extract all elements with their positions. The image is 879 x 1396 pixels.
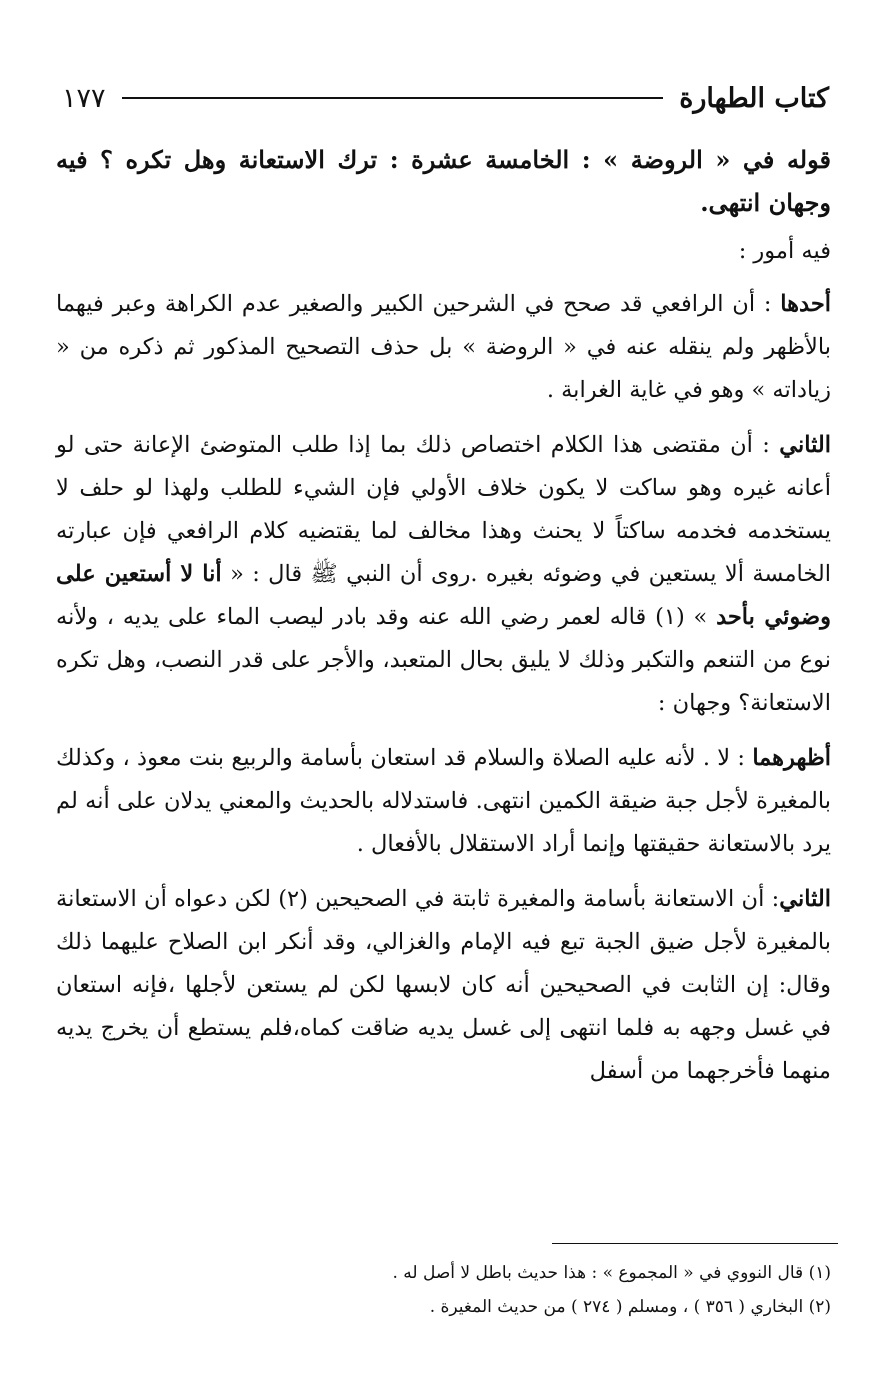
paragraph-third <box>56 737 831 866</box>
paragraph-first <box>56 283 831 412</box>
paragraph-third-text: : لا . لأنه عليه الصلاة والسلام قد استعان بأسامة والربيع بنت معوذ ، وكذلك بالمغيرة لأجل جبة ضيقة الكمين انتهى. فاستدلاله بالحديث والمعني يدلان على أنه لم يرد بالاستعانة حقيقتها وإنما أراد الاستقلال بالأفعال . <box>56 745 831 857</box>
paragraph-fourth-text: : أن الاستعانة بأسامة والمغيرة ثابتة في الصحيحين (٢) لكن دعواه أن الاستعانة بالمغيرة لأجل ضيق الجبة تبع فيه الإمام والغزالي، وقد أنكر ابن الصلاح عليهما ذلك وقال: إن الثابت في الصحيحين أنه كان لابسها لكن لم يستعن لأجلها ،فإنه استعان في غسل وجهه به فلما انتهى إلى غسل يديه ضاقت كماه،فلم يستطع أن يخرج يديه منهما فأخرجهما من أسفل <box>56 886 831 1084</box>
paragraph-second-label: الثاني <box>779 432 831 458</box>
header-rule <box>122 97 664 99</box>
page-number: ١٧٧ <box>62 82 106 114</box>
paragraph-fourth-label: الثاني <box>779 886 831 912</box>
footnote-1: (١) قال النووي في « المجموع » : هذا حديث باطل لا أصل له . <box>392 1263 831 1283</box>
paragraph-second-text-b: » (١) قاله لعمر رضي الله عنه وقد بادر ليصب الماء على يديه ، ولأنه نوع من التنعم والتكبر وذلك لا يليق بحال المتعبد، والأجر على قدر النصب، وهل تكره الاستعانة؟ وجهان : <box>56 604 831 716</box>
paragraph-fourth <box>56 878 831 1093</box>
paragraph-first-text: : أن الرافعي قد صحح في الشرحين الكبير والصغير عدم الكراهة وعبر فيهما بالأظهر ولم ينقله عنه في « الروضة » بل حذف التصحيح المذكور ثم ذكره من « زياداته » وهو في غاية الغرابة . <box>56 291 831 403</box>
page-header <box>62 76 829 120</box>
running-title: كتاب الطهارة <box>679 82 829 114</box>
footnote-2: (٢) البخاري ( ٣٥٦ ) ، ومسلم ( ٢٧٤ ) من حديث المغيرة . <box>429 1297 831 1317</box>
footnote-separator <box>552 1243 838 1244</box>
paragraph-second <box>56 424 831 725</box>
paragraph-second-text-a: : أن مقتضى هذا الكلام اختصاص ذلك بما إذا طلب المتوضئ الإعانة حتى لو أعانه غيره وهو ساكت لا يكون خلاف الأولي فإن الشيء للطلب ولهذا لو حلف لا يستخدمه فخدمه ساكتاً لا يحنث وهذا مخالف لما يقتضيه كلام الرافعي فإن عبارته الخامسة ألا يستعين في وضوئه بغيره .روى أن النبي ﷺ قال : « <box>56 432 831 587</box>
footnotes <box>56 1256 831 1324</box>
paragraph-third-label: أظهرهما <box>752 745 831 771</box>
lead-paragraph: قوله في « الروضة » : الخامسة عشرة : ترك الاستعانة وهل تكره ؟ فيه وجهان انتهى. <box>56 145 831 217</box>
paragraph-first-label: أحدها <box>780 291 831 317</box>
hadith-quote: أنا لا أستعين على وضوئي بأحد <box>56 561 831 630</box>
intro-line: فيه أمور : <box>738 238 831 264</box>
main-text <box>56 138 831 1105</box>
